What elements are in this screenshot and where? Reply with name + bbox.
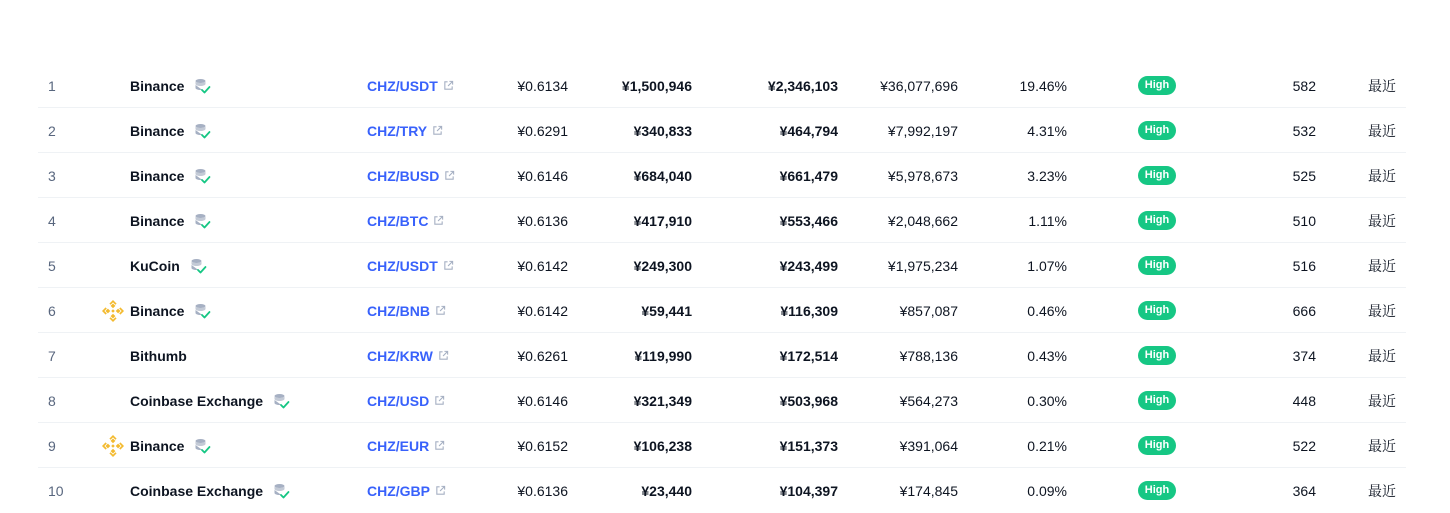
volume-cell: ¥174,845 [899, 482, 958, 499]
confidence-cell [1137, 333, 1177, 378]
exchange-name[interactable]: Binance [130, 212, 185, 229]
confidence-cell [1137, 288, 1177, 333]
exchange-logo-cell [100, 423, 126, 468]
pair-link[interactable] [367, 333, 449, 378]
depth-plus-cell: ¥417,910 [633, 212, 692, 229]
liquidity-score-cell: 666 [1292, 302, 1316, 319]
external-link-icon[interactable] [443, 80, 454, 91]
rank-cell: 6 [48, 302, 56, 319]
verified-database-icon [193, 437, 211, 455]
external-link-icon[interactable] [444, 170, 455, 181]
external-link-icon[interactable] [438, 350, 449, 361]
exchange-cell[interactable] [130, 288, 211, 333]
rank-cell: 8 [48, 392, 56, 409]
exchange-cell[interactable] [130, 423, 211, 468]
confidence-badge: High [1138, 391, 1176, 410]
confidence-badge: High [1138, 211, 1176, 230]
liquidity-score-cell: 522 [1292, 437, 1316, 454]
verified-database-icon [272, 392, 290, 410]
depth-plus-cell: ¥340,833 [633, 122, 692, 139]
liquidity-score-cell: 532 [1292, 122, 1316, 139]
exchange-cell[interactable] [130, 378, 290, 423]
confidence-badge: High [1138, 76, 1176, 95]
exchange-name[interactable]: Coinbase Exchange [130, 392, 264, 409]
confidence-cell [1137, 153, 1177, 198]
volume-cell: ¥36,077,696 [880, 77, 958, 94]
table-row[interactable] [38, 333, 1406, 378]
depth-minus-cell: ¥172,514 [779, 347, 838, 364]
volume-cell: ¥2,048,662 [887, 212, 958, 229]
pair-label[interactable]: CHZ/USDT [367, 257, 438, 274]
external-link-icon[interactable] [434, 440, 445, 451]
confidence-cell [1137, 63, 1177, 108]
pair-link[interactable] [367, 108, 443, 153]
pair-link[interactable] [367, 288, 446, 333]
exchange-logo-cell [100, 288, 126, 333]
exchange-name[interactable]: Binance [130, 437, 185, 454]
pair-label[interactable]: CHZ/TRY [367, 122, 428, 139]
depth-plus-cell: ¥321,349 [633, 392, 692, 409]
exchange-logo-cell [100, 198, 126, 243]
exchange-name[interactable]: Bithumb [130, 347, 187, 364]
updated-cell: 最近 [1368, 482, 1396, 499]
volume-share-cell: 0.21% [1027, 437, 1067, 454]
pair-link[interactable] [367, 63, 454, 108]
pair-link[interactable] [367, 378, 445, 423]
depth-minus-cell: ¥116,309 [780, 302, 838, 319]
binance-logo-icon [101, 434, 125, 458]
liquidity-score-cell: 374 [1292, 347, 1316, 364]
depth-minus-cell: ¥553,466 [779, 212, 838, 229]
volume-cell: ¥7,992,197 [887, 122, 958, 139]
volume-share-cell: 4.31% [1027, 122, 1067, 139]
verified-database-icon [189, 257, 207, 275]
verified-database-icon [193, 212, 211, 230]
confidence-cell [1137, 198, 1177, 243]
rank-cell: 1 [48, 77, 56, 94]
confidence-badge: High [1138, 121, 1176, 140]
verified-database-icon [193, 77, 211, 95]
volume-share-cell: 0.30% [1027, 392, 1067, 409]
confidence-badge: High [1138, 256, 1176, 275]
depth-minus-cell: ¥464,794 [779, 122, 838, 139]
depth-minus-cell: ¥104,397 [779, 482, 838, 499]
price-cell: ¥0.6146 [517, 167, 568, 184]
liquidity-score-cell: 525 [1292, 167, 1316, 184]
depth-plus-cell: ¥249,300 [633, 257, 692, 274]
liquidity-score-cell: 448 [1292, 392, 1316, 409]
confidence-badge: High [1138, 301, 1176, 320]
exchange-logo-cell [100, 378, 126, 423]
table-row[interactable] [38, 243, 1406, 288]
pair-label[interactable]: CHZ/EUR [367, 437, 430, 454]
verified-database-icon [193, 122, 211, 140]
pair-label[interactable]: CHZ/BTC [367, 212, 429, 229]
depth-plus-cell: ¥119,990 [634, 347, 692, 364]
price-cell: ¥0.6291 [517, 122, 568, 139]
pair-label[interactable]: CHZ/GBP [367, 482, 430, 499]
rank-cell: 10 [48, 482, 64, 499]
updated-cell: 最近 [1368, 257, 1396, 274]
liquidity-score-cell: 510 [1292, 212, 1316, 229]
updated-cell: 最近 [1368, 347, 1396, 364]
price-cell: ¥0.6142 [517, 257, 568, 274]
updated-cell: 最近 [1368, 167, 1396, 184]
exchange-logo-cell [100, 63, 126, 108]
table-row[interactable] [38, 153, 1406, 198]
table-row[interactable] [38, 423, 1406, 468]
depth-minus-cell: ¥243,499 [779, 257, 838, 274]
updated-cell: 最近 [1368, 302, 1396, 319]
pair-link[interactable] [367, 468, 446, 513]
price-cell: ¥0.6261 [517, 347, 568, 364]
confidence-badge: High [1138, 481, 1176, 500]
volume-share-cell: 0.46% [1027, 302, 1067, 319]
volume-cell: ¥564,273 [899, 392, 958, 409]
external-link-icon[interactable] [432, 125, 443, 136]
volume-share-cell: 1.07% [1027, 257, 1067, 274]
markets-table [38, 63, 1406, 513]
confidence-cell [1137, 108, 1177, 153]
table-row[interactable] [38, 108, 1406, 153]
exchange-cell[interactable] [130, 468, 290, 513]
price-cell: ¥0.6142 [517, 302, 568, 319]
depth-plus-cell: ¥106,238 [633, 437, 692, 454]
volume-cell: ¥391,064 [899, 437, 958, 454]
table-row[interactable] [38, 63, 1406, 108]
exchange-name[interactable]: Binance [130, 122, 185, 139]
price-cell: ¥0.6146 [517, 392, 568, 409]
table-row[interactable] [38, 378, 1406, 423]
exchange-logo-cell [100, 468, 126, 513]
liquidity-score-cell: 516 [1292, 257, 1316, 274]
confidence-badge: High [1138, 166, 1176, 185]
exchange-name[interactable]: KuCoin [130, 257, 180, 274]
exchange-logo-cell [100, 333, 126, 378]
pair-link[interactable] [367, 243, 454, 288]
pair-label[interactable]: CHZ/BNB [367, 302, 430, 319]
verified-database-icon [272, 482, 290, 500]
depth-minus-cell: ¥661,479 [779, 167, 838, 184]
volume-cell: ¥788,136 [899, 347, 958, 364]
external-link-icon[interactable] [433, 215, 444, 226]
table-row[interactable] [38, 288, 1406, 333]
updated-cell: 最近 [1368, 212, 1396, 229]
volume-share-cell: 0.43% [1027, 347, 1067, 364]
pair-label[interactable]: CHZ/USDT [367, 77, 438, 94]
updated-cell: 最近 [1368, 122, 1396, 139]
exchange-logo-cell [100, 153, 126, 198]
rank-cell: 3 [48, 167, 56, 184]
price-cell: ¥0.6136 [517, 212, 568, 229]
depth-plus-cell: ¥59,441 [641, 302, 692, 319]
exchange-name[interactable]: Binance [130, 167, 185, 184]
external-link-icon[interactable] [434, 395, 445, 406]
depth-plus-cell: ¥1,500,946 [621, 77, 692, 94]
volume-share-cell: 0.09% [1027, 482, 1067, 499]
depth-plus-cell: ¥23,440 [641, 482, 692, 499]
exchange-name[interactable]: Binance [130, 77, 185, 94]
rank-cell: 4 [48, 212, 56, 229]
rank-cell: 5 [48, 257, 56, 274]
updated-cell: 最近 [1368, 437, 1396, 454]
updated-cell: 最近 [1368, 392, 1396, 409]
price-cell: ¥0.6152 [517, 437, 568, 454]
depth-minus-cell: ¥2,346,103 [767, 77, 838, 94]
table-row[interactable] [38, 198, 1406, 243]
external-link-icon[interactable] [435, 305, 446, 316]
confidence-cell [1137, 378, 1177, 423]
volume-cell: ¥1,975,234 [887, 257, 958, 274]
volume-cell: ¥5,978,673 [887, 167, 958, 184]
rank-cell: 7 [48, 347, 56, 364]
pair-label[interactable]: CHZ/KRW [367, 347, 433, 364]
pair-link[interactable] [367, 153, 455, 198]
liquidity-score-cell: 364 [1292, 482, 1316, 499]
table-row[interactable] [38, 468, 1406, 513]
confidence-badge: High [1138, 346, 1176, 365]
rank-cell: 9 [48, 437, 56, 454]
price-cell: ¥0.6136 [517, 482, 568, 499]
confidence-cell [1137, 243, 1177, 288]
exchange-cell[interactable] [130, 243, 207, 288]
depth-plus-cell: ¥684,040 [633, 167, 692, 184]
liquidity-score-cell: 582 [1292, 77, 1316, 94]
price-cell: ¥0.6134 [517, 77, 568, 94]
depth-minus-cell: ¥151,373 [779, 437, 838, 454]
volume-cell: ¥857,087 [899, 302, 958, 319]
binance-logo-icon [101, 299, 125, 323]
exchange-name[interactable]: Binance [130, 302, 185, 319]
pair-link[interactable] [367, 198, 444, 243]
external-link-icon[interactable] [443, 260, 454, 271]
confidence-cell [1137, 423, 1177, 468]
exchange-logo-cell [100, 108, 126, 153]
pair-label[interactable]: CHZ/BUSD [367, 167, 440, 184]
volume-share-cell: 3.23% [1027, 167, 1067, 184]
confidence-cell [1137, 468, 1177, 513]
volume-share-cell: 1.11% [1028, 212, 1067, 229]
exchange-cell[interactable] [130, 198, 211, 243]
pair-label[interactable]: CHZ/USD [367, 392, 430, 409]
exchange-cell[interactable] [130, 153, 211, 198]
exchange-name[interactable]: Coinbase Exchange [130, 482, 264, 499]
exchange-cell[interactable] [130, 63, 211, 108]
volume-share-cell: 19.46% [1019, 77, 1067, 94]
rank-cell: 2 [48, 122, 56, 139]
verified-database-icon [193, 167, 211, 185]
exchange-logo-cell [100, 243, 126, 288]
confidence-badge: High [1138, 436, 1176, 455]
pair-link[interactable] [367, 423, 445, 468]
exchange-cell[interactable] [130, 333, 187, 378]
depth-minus-cell: ¥503,968 [779, 392, 838, 409]
external-link-icon[interactable] [435, 485, 446, 496]
verified-database-icon [193, 302, 211, 320]
updated-cell: 最近 [1368, 77, 1396, 94]
exchange-cell[interactable] [130, 108, 211, 153]
